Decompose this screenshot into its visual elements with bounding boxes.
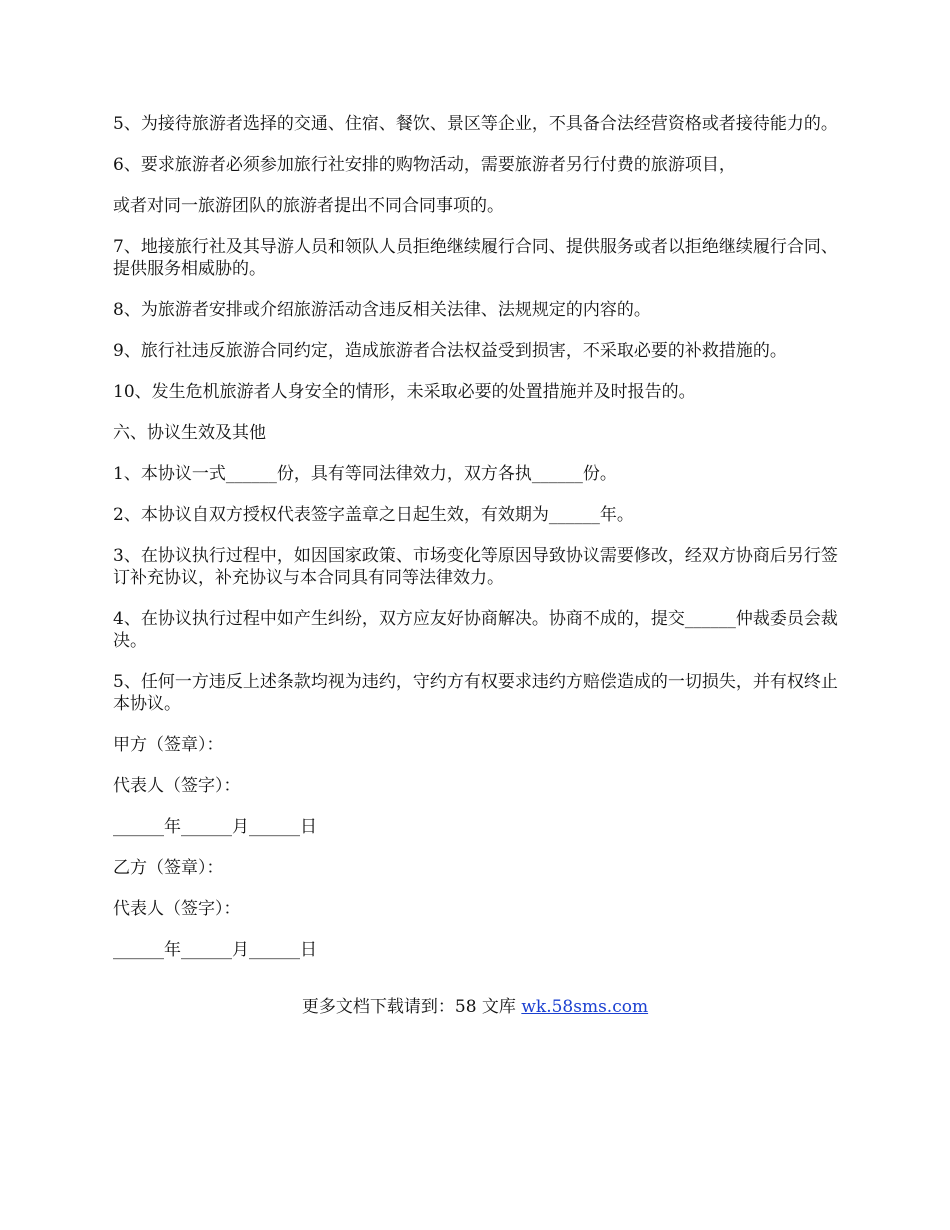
term-5-breach: 5、任何一方违反上述条款均视为违约，守约方有权要求违约方赔偿造成的一切损失，并有权终止本协议。: [113, 672, 838, 714]
term-1-copies: 1、本协议一式______份，具有等同法律效力，双方各执______份。: [113, 464, 617, 484]
footer: [0, 996, 950, 1018]
clause-6-shopping-part2: 或者对同一旅游团队的旅游者提出不同合同事项的。: [113, 196, 504, 216]
clause-10-safety-danger: 10、发生危机旅游者人身安全的情形，未采取必要的处置措施并及时报告的。: [113, 382, 696, 402]
clause-8-illegal-activities: 8、为旅游者安排或介绍旅游活动含违反相关法律、法规规定的内容的。: [113, 300, 651, 320]
term-3-amendment: 3、在协议执行过程中，如因国家政策、市场变化等原因导致协议需要修改，经双方协商后另行签订补充协议，补充协议与本合同具有同等法律效力。: [113, 546, 838, 588]
party-b-date: ______年______月______日: [113, 940, 317, 960]
footer-link[interactable]: wk.58sms.com: [521, 997, 649, 1017]
party-b-representative: 代表人（签字）：: [113, 899, 241, 919]
term-2-effective: 2、本协议自双方授权代表签字盖章之日起生效，有效期为______年。: [113, 505, 634, 525]
section-6-heading: 六、协议生效及其他: [113, 423, 266, 443]
clause-5-unqualified-vendors: 5、为接待旅游者选择的交通、住宿、餐饮、景区等企业，不具备合法经营资格或者接待能力的。: [113, 114, 838, 134]
party-b-seal: 乙方（签章）：: [113, 858, 224, 878]
term-4-dispute: 4、在协议执行过程中如产生纠纷，双方应友好协商解决。协商不成的，提交______仲裁委员会裁决。: [113, 609, 838, 651]
party-a-representative: 代表人（签字）：: [113, 776, 241, 796]
party-a-seal: 甲方（签章）：: [113, 735, 224, 755]
clause-7-refuse-service: 7、地接旅行社及其导游人员和领队人员拒绝继续履行合同、提供服务或者以拒绝继续履行合同、提供服务相威胁的。: [113, 237, 838, 279]
clause-6-shopping-part1: 6、要求旅游者必须参加旅行社安排的购物活动，需要旅游者另行付费的旅游项目，: [113, 155, 736, 175]
clause-9-breach-contract: 9、旅行社违反旅游合同约定，造成旅游者合法权益受到损害，不采取必要的补救措施的。: [113, 341, 787, 361]
party-a-date: ______年______月______日: [113, 817, 317, 837]
document-body: [113, 113, 843, 980]
footer-text: 更多文档下载请到：58 文库: [301, 997, 522, 1017]
